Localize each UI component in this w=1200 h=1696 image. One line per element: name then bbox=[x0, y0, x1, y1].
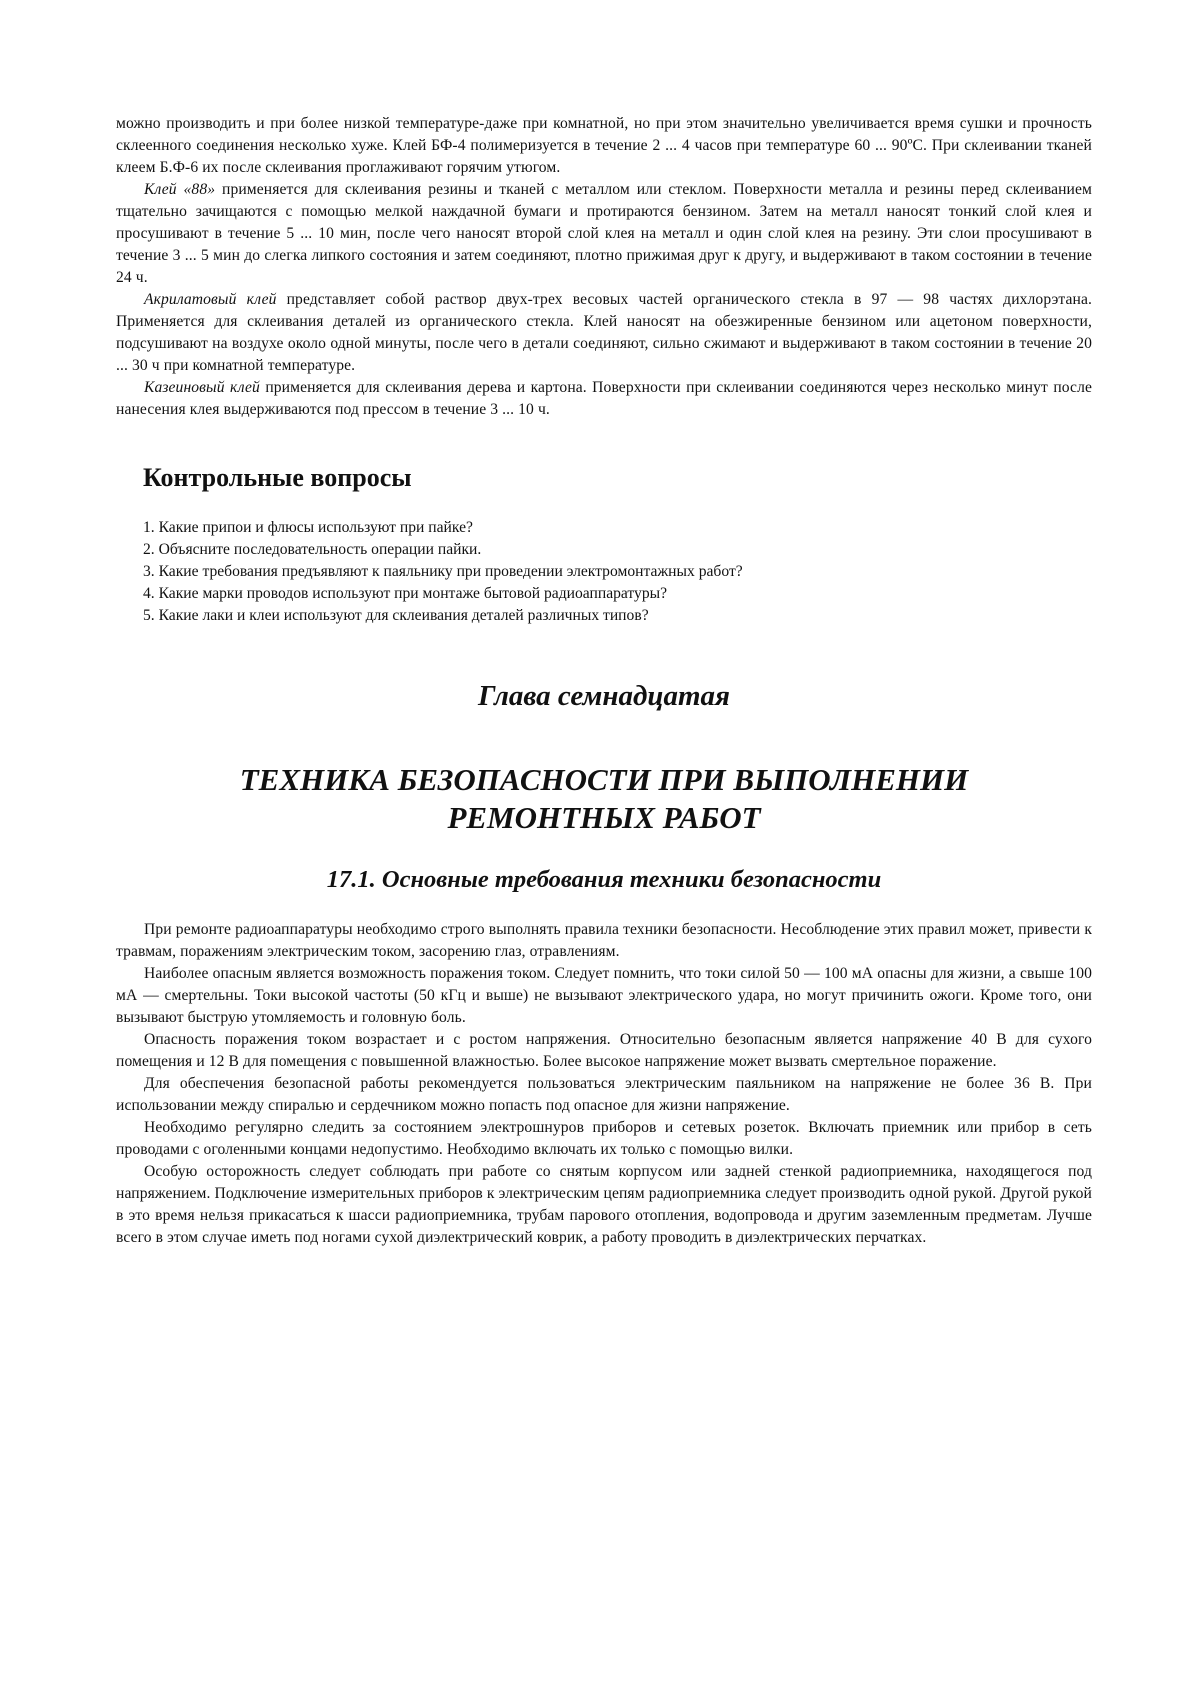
section-paragraph: Необходимо регулярно следить за состоянием электрошнуров приборов и сетевых розеток. Включать приемник или прибор в сеть проводами с оголенными концами недопустимо. Необходимо включать их только с помощью вилки. bbox=[116, 1119, 1092, 1158]
intro-section bbox=[116, 113, 1092, 421]
section-paragraph: При ремонте радиоаппаратуры необходимо строго выполнять правила техники безопасности. Несоблюдение этих правил может, привести к травмам, поражениям электрическим током, засорению глаз, отравлениям. bbox=[116, 921, 1092, 960]
question-item: 1. Какие припои и флюсы используют при пайке? bbox=[143, 519, 473, 536]
paragraph-bf-glue: можно производить и при более низкой температуре-даже при комнатной, но при этом значительно увеличивается время сушки и прочность склеенного соединения несколько хуже. Клей БФ-4 полимеризуется в течение 2 ... 4 часов при температуре 60 ... 90ºС. При склеивании тканей клеем Б.Ф-6 их после склеивания проглаживают горячим утюгом. bbox=[116, 115, 1092, 176]
chapter-title bbox=[116, 761, 1092, 837]
question-item: 3. Какие требования предъявляют к паяльнику при проведении электромонтажных работ? bbox=[143, 563, 743, 580]
control-questions-heading: Контрольные вопросы bbox=[143, 463, 412, 492]
paragraph-glue-88: Клей «88» применяется для склеивания резины и тканей с металлом или стеклом. Поверхности металла и резины перед склеиванием тщательно зачищаются с помощью мелкой наждачной бумаги и протираются бензином. Затем на металл наносят тонкий слой клея и просушивают в течение 5 ... 10 мин, после чего наносят второй слой клея на металл и один слой клея на резину. Эти слои просушивают в течение 3 ... 5 мин до слегка липкого состояния и затем соединяют, плотно прижимая друг к другу, и выдерживают в таком состоянии в течение 24 ч. bbox=[116, 181, 1092, 286]
question-item: 5. Какие лаки и клеи используют для склеивания деталей различных типов? bbox=[143, 607, 649, 624]
section-paragraph: Для обеспечения безопасной работы рекомендуется пользоваться электрическим паяльником на напряжение не более 36 В. При использовании между спиралью и сердечником можно попасть под опасное для жизни напряжение. bbox=[116, 1075, 1092, 1114]
paragraph-acrylate-glue: Акрилатовый клей представляет собой раствор двух-трех весовых частей органического стекла в 97 — 98 частях дихлорэтана. Применяется для склеивания деталей из органического стекла. Клей наносят на обезжиренные бензином или ацетоном поверхности, подсушивают на воздухе около одной минуты, после чего в детали соединяют, сильно сжимают и выдерживают в таком состоянии в течение 20 ... 30 ч при комнатной температуре. bbox=[116, 291, 1092, 374]
control-questions-list bbox=[143, 517, 1092, 627]
term-casein-glue: Казеиновый клей bbox=[144, 379, 260, 396]
chapter-title-line: РЕМОНТНЫХ РАБОТ bbox=[447, 800, 761, 835]
section-title: 17.1. Основные требования техники безопасности bbox=[326, 866, 882, 893]
section-paragraph: Опасность поражения током возрастает и с ростом напряжения. Относительно безопасным является напряжение 40 В для сухого помещения и 12 В для помещения с повышенной влажностью. Более высокое напряжение может вызвать смертельное поражение. bbox=[116, 1031, 1092, 1070]
chapter-label: Глава семнадцатая bbox=[478, 680, 730, 712]
section-paragraph: Особую осторожность следует соблюдать при работе со снятым корпусом или задней стенкой радиоприемника, находящегося под напряжением. Подключение измерительных приборов к электрическим цепям радиоприемника следует производить одной рукой. Другой рукой в это время нельзя прикасаться к шасси радиоприемника, трубам парового отопления, водопровода и другим заземленным предметам. Лучше всего в этом случае иметь под ногами сухой диэлектрический коврик, а работу проводить в диэлектрических перчатках. bbox=[116, 1163, 1092, 1246]
term-acrylate-glue: Акрилатовый клей bbox=[144, 291, 277, 308]
question-item: 4. Какие марки проводов используют при монтаже бытовой радиоаппаратуры? bbox=[143, 585, 668, 602]
paragraph-casein-glue: Казеиновый клей применяется для склеивания дерева и картона. Поверхности при склеивании соединяются через несколько минут после нанесения клея выдерживаются под прессом в течение 3 ... 10 ч. bbox=[116, 379, 1092, 418]
section-body bbox=[116, 919, 1092, 1249]
question-item: 2. Объясните последовательность операции пайки. bbox=[143, 541, 482, 558]
section-paragraph: Наиболее опасным является возможность поражения током. Следует помнить, что токи силой 50 — 100 мА опасны для жизни, а свыше 100 мА — смертельны. Токи высокой частоты (50 кГц и выше) не вызывают электрического удара, но могут причинить ожоги. Кроме того, они вызывают быструю утомляемость и головную боль. bbox=[116, 965, 1092, 1026]
chapter-title-line: ТЕХНИКА БЕЗОПАСНОСТИ ПРИ ВЫПОЛНЕНИИ bbox=[239, 762, 969, 797]
term-glue-88: Клей «88» bbox=[144, 181, 216, 198]
